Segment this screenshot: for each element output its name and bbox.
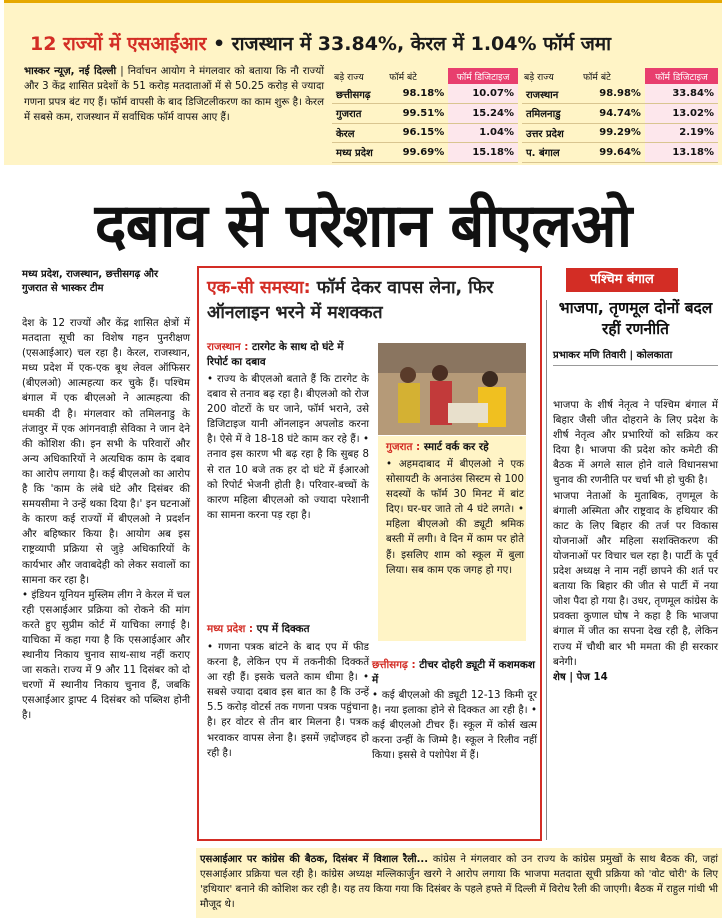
paragraph: भाजपा के शीर्ष नेतृत्व ने पश्चिम बंगाल में बिहार जैसी जीत दोहराने के लिए प्रदेश के शीर्ष नेतृत्व और प्रभारियों को सक्रिय कर दिया है। भाजपा की प्रदेश कोर कमेटी की बैठक में अगले साल होने वाले विधानसभा चुनाव की रणनीति पर चर्चा भी हो चुकी है। (553, 400, 718, 487)
chhattisgarh-text: • कई बीएलओ की ड्यूटी 12-13 किमी दूर है। नया इलाका होने से दिक्कत आ रही है। • कई बीएलओ टीचर हैं। स्कूल में कोर्स खत्म करना उन्हीं के जिम्मे है। स्कूल ने रिलीव नहीं किया। इससे वे पशोपेश में हैं। (372, 690, 537, 762)
byline: प्रभाकर मणि तिवारी | कोलकाता (553, 347, 718, 366)
rajasthan-subhead: राजस्थान : टारगेट के साथ दो घंटे में रिपोर्ट का दबाव (207, 341, 344, 368)
table-header: फॉर्म बंटे (389, 71, 417, 83)
table-row: मध्य प्रदेश 99.69% 15.18% (332, 143, 518, 163)
left-column-text (22, 316, 190, 724)
blo-photo (378, 343, 526, 435)
column-divider (546, 300, 547, 840)
paragraph: • इंडियन यूनियन मुस्लिम लीग ने केरल में चल रही एसआईआर प्रक्रिया को रोकने की मांग करते हुए सुप्रीम कोर्ट में याचिका लगाई है। याचिका में कहा गया है कि एसआईआर और स्थानीय निकाय चुनाव साथ-साथ नहीं कराए जा सकते। राज्य में 9 और 11 दिसंबर को दो चरणों में स्थानीय निकाय चुनाव हैं, जबकि एसआईआर ड्राफ्ट 4 दिसंबर को पब्लिश होनी है। (22, 589, 190, 722)
table-header: फॉर्म डिजिटाइज (448, 68, 518, 84)
box-headline: एक-सी समस्या: फॉर्म देकर वापस लेना, फिर ऑनलाइन भरने में मशक्कत (207, 278, 494, 323)
paragraph: भाजपा नेताओं के मुताबिक, तृणमूल के बंगाली अस्मिता और राष्ट्रवाद के हथियार की काट के लिए बिहार की तर्ज पर विकास योजनाओं और महिला सशक्तिकरण की योजनाओं पर विचार चल रहा है। पार्टी के पूर्व प्रदेश अध्यक्ष ने नाम नहीं छापने की शर्त पर बताया कि बिहार की जीत से पार्टी में नया जोश पैदा हो गया है। उधर, तृणमूल कांग्रेस के प्रवक्ता कुणाल घोष ने कहा है कि भाजपा बंगाल में जीत का सपना देख रही है, लेकिन राज्य में चौथी बार भी ममता की ही सरकार बनेगी। (553, 490, 718, 668)
chhattisgarh-subhead: छत्तीसगढ़ : टीचर दोहरी ड्यूटी में कशमकश में (372, 659, 535, 686)
bottom-news-text: एसआईआर पर कांग्रेस की बैठक, दिसंबर में विशाल रैली... कांग्रेस ने मंगलवार को उन राज्य के कांग्रेस प्रमुखों के साथ बैठक की, जहां एसआईआर प्रक्रिया चल रही है। कांग्रेस अध्यक्ष मल्लिकार्जुन खरगे ने आरोप लगाया कि भाजपा मतदाता सूची प्रक्रिया को 'वोट चोरी' के लिए 'हथियार' बनाने की कोशिश कर रही है। यह तय किया गया कि दिसंबर के पहले हफ्ते में दिल्ली में विरोध रैली की जाएगी। बैठक में राहुल गांधी भी मौजूद थे। (200, 854, 718, 910)
continued-label: शेष | पेज 14 (553, 671, 608, 683)
table-row: तमिलनाडु 94.74% 13.02% (522, 104, 718, 124)
table-header: फॉर्म डिजिटाइज (645, 68, 718, 84)
paragraph: देश के 12 राज्यों और केंद्र शासित क्षेत्रों में मतदाता सूची का विशेष गहन पुनरीक्षण (एसआईआर) चल रहा है। केरल, राजस्थान, मध्य प्रदेश में एक-एक बूथ लेवल ऑफिसर (बीएलओ) आत्महत्या कर चुके हैं। पश्चिम बंगाल में एक बीएलओ ने आत्महत्या की धमकी दी है। मंगलवार को तमिलनाडु के तंजावुर में एक आंगनवाड़ी सेविका ने जान देने की कोशिश की। इन सभी के परिवारों और अन्य अधिकारियों ने अत्यधिक काम के दबाव का आरोप लगाया है। कई बीएलओ का आरोप है कि 'काम के लंबे घंटे और दिसंबर की समयसीमा ने उन्हें थका दिया है।' इन घटनाओं के कारण कई राज्यों में बीएलओ ने प्रदर्शन और बहिष्कार किया है। आयोग अब इस राष्ट्रव्यापी प्रक्रिया से जुड़े अधिकारियों के कार्यभार और जवाबदेही को लेकर सवालों का सामना कर रहा है। (22, 318, 190, 586)
mp-text: • गणना पत्रक बांटने के बाद एप में फीड करना है, लेकिन एप में तकनीकी दिक्कतें आ रही हैं। इसके चलते काम धीमा है। • सबसे ज्यादा दबाव इस बात का है कि उन्हें 5.5 करोड़ वोटर्स तक गणना पत्रक पहुंचाना है। हर वोटर से तीन बार मिलना है। पत्रक भरवाकर वापस लेना है। इसमें ज़द्दोजहद हो रही है। (207, 642, 369, 759)
table-row: केरल 96.15% 1.04% (332, 123, 518, 143)
top-strip-text: भास्कर न्यूज़, नई दिल्ली | निर्वाचन आयोग ने मंगलवार को बताया कि नौ राज्यों और 3 केंद्र शासित प्रदेशों के 51 करोड़ मतदाताओं में से 50.25 करोड़ से ज्यादा गणना प्रपत्र बंट गए हैं। फॉर्म वापसी के बाद डिजिटलीकरण का काम शुरू है। केरल में सबसे कम, राजस्थान में सर्वाधिक फॉर्म वापस आए हैं। (24, 66, 324, 123)
source-label: भास्कर न्यूज़, नई दिल्ली (24, 66, 117, 77)
table-row: राजस्थान 98.98% 33.84% (522, 84, 718, 104)
top-strip-title: 12 राज्यों में एसआईआर • राजस्थान में 33.84%, केरल में 1.04% फॉर्म जमा (30, 33, 612, 55)
stats-table-left (332, 68, 518, 163)
west-bengal-tag: पश्चिम बंगाल (566, 268, 678, 292)
main-headline: दबाव से परेशान बीएलओ (94, 191, 632, 261)
gujarat-subhead: गुजरात : स्मार्ट वर्क कर रहे (386, 441, 489, 453)
table-header: फॉर्म बंटे (582, 71, 611, 83)
table-row: गुजरात 99.51% 15.24% (332, 104, 518, 124)
table-row: प. बंगाल 99.64% 13.18% (522, 143, 718, 163)
table-row: छत्तीसगढ़ 98.18% 10.07% (332, 84, 518, 104)
west-bengal-text (553, 398, 718, 685)
rajasthan-text: • राज्य के बीएलओ बताते हैं कि टारगेट के दबाव से तनाव बढ़ रहा है। बीएलओ को रोज 200 वोटरों के घर जाने, फॉर्म भराने, उसे डिजिटाइज यानी ऑनलाइन अपलोड करना है। ऐसे में वे 18-18 घंटे काम कर रहे हैं। • तनाव इस कारण भी बढ़ रहा है कि सुबह 8 से रात 10 बजे तक हर दो घंटे में ईआरओ को रिपोर्ट भेजनी होती है। परिवार-बच्चों के कारण महिला बीएलओ को ज्यादा परेशानी का सामना करना पड़ रहा है। (207, 374, 369, 521)
gujarat-text: • अहमदाबाद में बीएलओ ने एक सोसायटी के अनाउंस सिस्टम से 100 सदस्यों के फॉर्म 30 मिनट में बांट दिए। घर-घर जाते तो 4 घंटे लगते। • महिला बीएलओ की ड्यूटी श्रमिक बस्ती में लगी। वे दिन में काम पर होते हैं। इसलिए शाम को स्कूल में बुला लिया। सब काम एक जगह हो गए। (386, 459, 524, 576)
table-row: उत्तर प्रदेश 99.29% 2.19% (522, 123, 718, 143)
stats-table-right (522, 68, 718, 163)
left-dateline: मध्य प्रदेश, राजस्थान, छत्तीसगढ़ और गुजरात से भास्कर टीम (22, 269, 159, 294)
mp-subhead: मध्य प्रदेश : एप में दिक्कत (207, 623, 310, 635)
table-header: बड़े राज्य (524, 71, 554, 83)
west-bengal-headline: भाजपा, तृणमूल दोनों बदल रहीं रणनीति (558, 299, 713, 338)
table-header: बड़े राज्य (334, 71, 364, 83)
